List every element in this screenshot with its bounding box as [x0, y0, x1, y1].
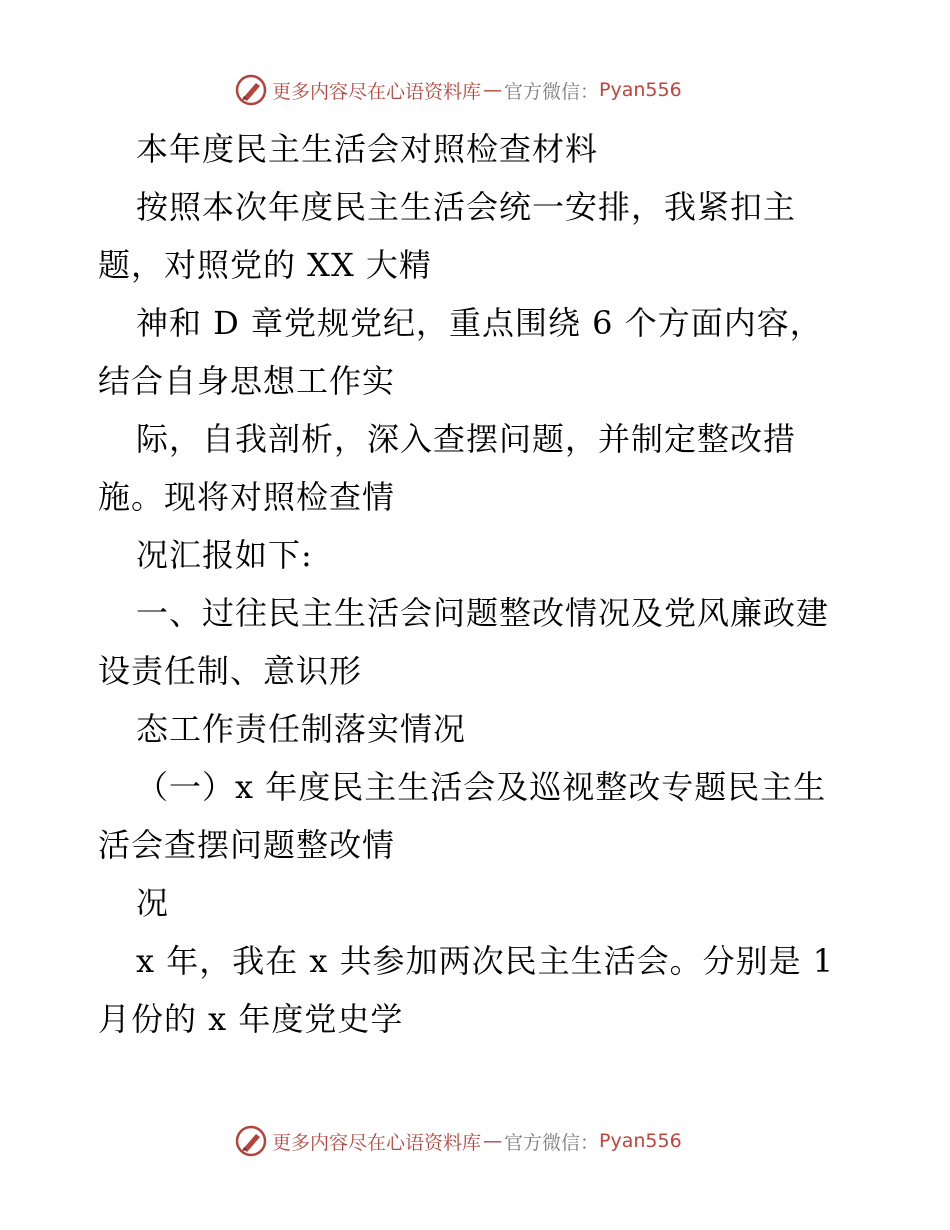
text-line: 按照本次年度民主生活会统一安排，我紧扣主 — [136, 188, 797, 226]
header-watermark — [234, 73, 682, 107]
watermark-id: Pyan556 — [599, 79, 682, 101]
text-line: 况 — [136, 884, 170, 922]
text-line: 况汇报如下: — [136, 536, 313, 574]
text-line: 结合自身思想工作实 — [98, 362, 396, 400]
text-line: 题，对照党的 XX 大精 — [98, 246, 432, 284]
watermark-label: 官方微信： — [504, 1131, 600, 1154]
text-line: 一、过往民主生活会问题整改情况及党风廉政建 — [136, 594, 830, 632]
watermark-label: 官方微信： — [504, 80, 600, 103]
text-line: x 年，我在 x 共参加两次民主生活会。分别是 1 — [136, 942, 835, 980]
text-line: 设责任制、意识形 — [98, 652, 363, 690]
footer-watermark — [234, 1124, 682, 1158]
watermark-dash: — — [483, 79, 503, 101]
watermark-brand: 更多内容尽在心语资料库 — [272, 80, 482, 103]
text-line: 神和 D 章党规党纪，重点围绕 6 个方面内容， — [136, 304, 823, 342]
text-line: 际，自我剖析，深入查摆问题，并制定整改措 — [136, 420, 797, 458]
text-line: 活会查摆问题整改情 — [98, 826, 396, 864]
watermark-dash: — — [483, 1130, 503, 1152]
text-line: 月份的 x 年度党史学 — [98, 1000, 404, 1038]
watermark-brand: 更多内容尽在心语资料库 — [272, 1131, 482, 1154]
document-title: 本年度民主生活会对照检查材料 — [136, 130, 599, 168]
document-body — [98, 120, 858, 1048]
pen-logo-icon — [234, 1124, 268, 1158]
watermark-id: Pyan556 — [599, 1130, 682, 1152]
text-line: （一）x 年度民主生活会及巡视整改专题民主生 — [136, 768, 827, 806]
pen-logo-icon — [234, 73, 268, 107]
text-line: 态工作责任制落实情况 — [136, 710, 467, 748]
text-line: 施。现将对照检查情 — [98, 478, 396, 516]
